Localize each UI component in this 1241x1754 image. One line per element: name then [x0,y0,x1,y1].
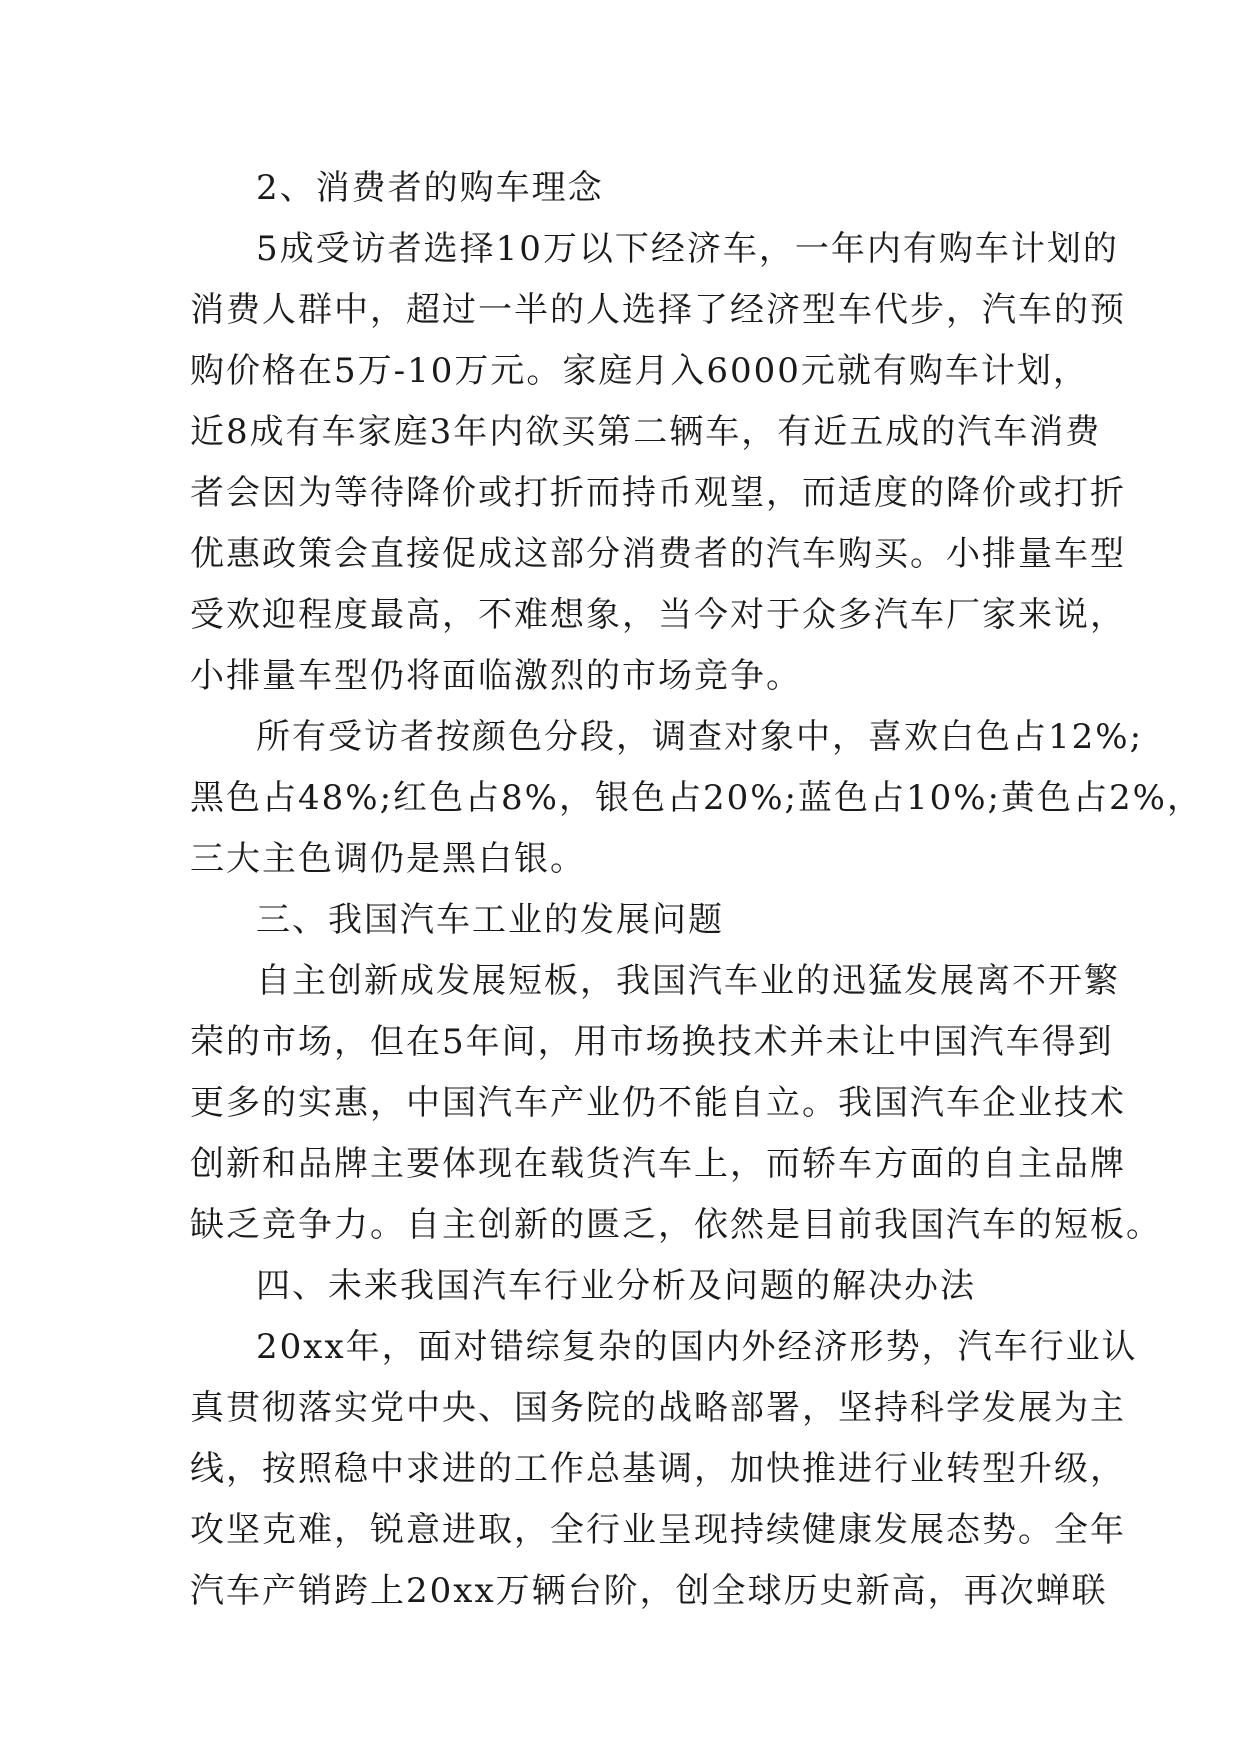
paragraph-line: 黑色占48%;红色占8%，银色占20%;蓝色占10%;黄色占2%， [190,778,1203,818]
section-heading: 四、未来我国汽车行业分析及问题的解决办法 [256,1266,976,1306]
section-heading: 三、我国汽车工业的发展问题 [256,900,724,940]
paragraph-line: 三大主色调仍是黑白银。 [190,839,586,879]
paragraph-line: 优惠政策会直接促成这部分消费者的汽车购买。小排量车型 [190,534,1126,574]
paragraph-line: 受欢迎程度最高，不难想象，当今对于众多汽车厂家来说， [190,595,1126,635]
paragraph-line: 攻坚克难，锐意进取，全行业呈现持续健康发展态势。全年 [190,1510,1126,1550]
paragraph-line: 真贯彻落实党中央、国务院的战略部署，坚持科学发展为主 [190,1388,1126,1428]
paragraph-line: 20xx年，面对错综复杂的国内外经济形势，汽车行业认 [256,1327,1138,1367]
document-body [190,158,1203,1622]
paragraph-line: 线，按照稳中求进的工作总基调，加快推进行业转型升级， [190,1449,1126,1489]
paragraph-line: 荣的市场，但在5年间，用市场换技术并未让中国汽车得到 [190,1022,1114,1062]
paragraph-line: 缺乏竞争力。自主创新的匮乏，依然是目前我国汽车的短板。 [190,1205,1162,1245]
paragraph-line: 更多的实惠，中国汽车产业仍不能自立。我国汽车企业技术 [190,1083,1126,1123]
paragraph-line: 自主创新成发展短板，我国汽车业的迅猛发展离不开繁 [256,961,1120,1001]
paragraph-line: 购价格在5万-10万元。家庭月入6000元就有购车计划， [190,351,1089,391]
section-heading: 2、消费者的购车理念 [256,168,604,208]
paragraph-line: 汽车产销跨上20xx万辆台阶，创全球历史新高，再次蝉联 [190,1571,1108,1611]
paragraph-line: 小排量车型仍将面临激烈的市场竞争。 [190,656,802,696]
paragraph-line: 创新和品牌主要体现在载货汽车上，而轿车方面的自主品牌 [190,1144,1126,1184]
paragraph-line: 5成受访者选择10万以下经济车，一年内有购车计划的 [256,229,1119,269]
paragraph-line: 者会因为等待降价或打折而持币观望，而适度的降价或打折 [190,473,1126,513]
paragraph-line: 消费人群中，超过一半的人选择了经济型车代步，汽车的预 [190,290,1126,330]
paragraph-line: 所有受访者按颜色分段，调查对象中，喜欢白色占12%; [256,717,1144,757]
paragraph-line: 近8成有车家庭3年内欲买第二辆车，有近五成的汽车消费 [190,412,1102,452]
